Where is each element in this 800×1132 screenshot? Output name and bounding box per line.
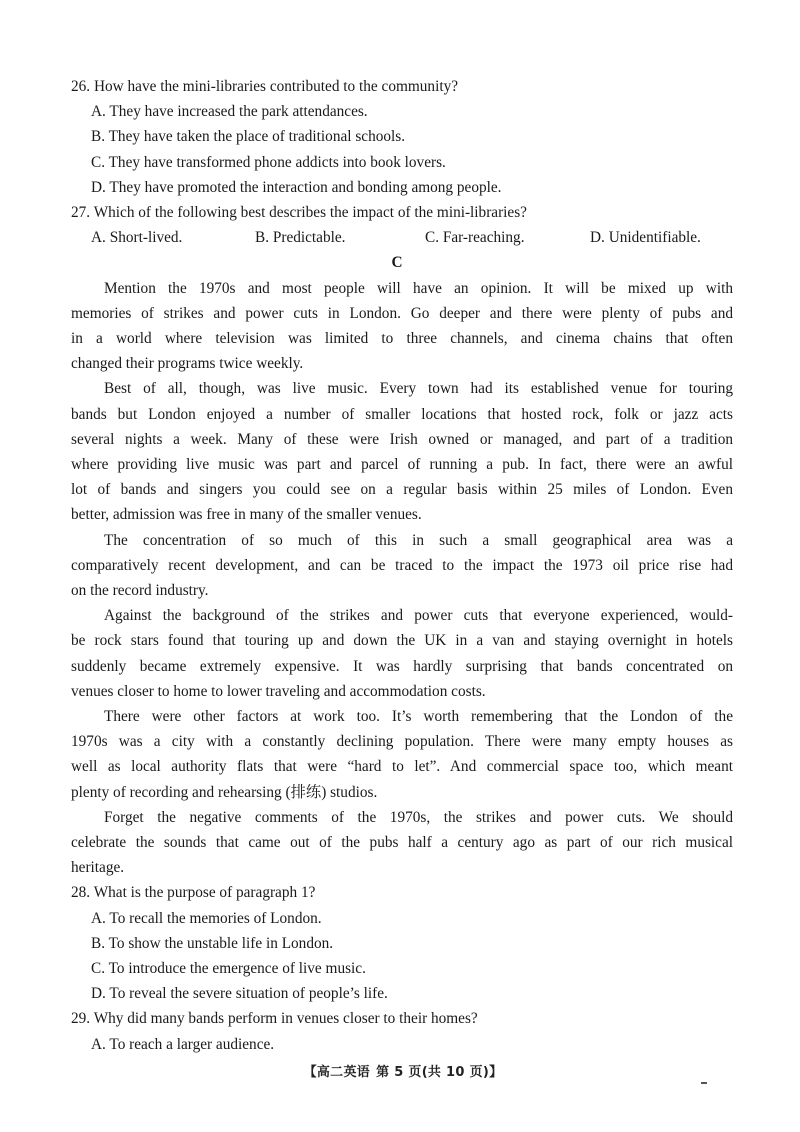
option-c: C. Far-reaching. — [425, 229, 525, 247]
passage-line: be rock stars found that touring up and down the UK in a van and staying overnight in hotels — [71, 632, 733, 650]
passage-line: lot of bands and singers you could see on a regular basis within 25 miles of London. Even — [71, 481, 733, 499]
question-stem: 29. Why did many bands perform in venues closer to their homes? — [71, 1010, 478, 1028]
option-a: A. To reach a larger audience. — [91, 1035, 275, 1053]
option-c: C. They have transformed phone addicts into book lovers. — [91, 153, 446, 171]
question-number: 29. — [71, 1010, 91, 1028]
passage-line: The concentration of so much of this in such a small geographical area was a — [104, 531, 733, 549]
paragraph-6 — [71, 805, 733, 881]
paragraph-3 — [71, 528, 733, 604]
passage-line: Mention the 1970s and most people will have an opinion. It will be mixed up with — [104, 279, 733, 297]
passage-line: on the record industry. — [71, 581, 209, 599]
page-footer — [0, 1061, 800, 1080]
passage-line: comparatively recent development, and can be traced to the impact the 1973 oil price rise had — [71, 556, 733, 574]
passage-line: heritage. — [71, 859, 125, 877]
option-a: A. They have increased the park attendances. — [91, 103, 368, 121]
passage-line: well as local authority flats that were “hard to let”. And commercial space too, which meant — [71, 758, 733, 776]
paragraph-2 — [71, 376, 733, 527]
question-29 — [71, 1006, 733, 1056]
question-stem: 26. How have the mini-libraries contributed to the community? — [71, 78, 459, 95]
passage-line: Against the background of the strikes and power cuts that everyone experienced, would- — [104, 607, 733, 625]
option-b: B. Predictable. — [255, 229, 346, 247]
option-c: C. To introduce the emergence of live music. — [91, 959, 366, 977]
passage-line: venues closer to home to lower traveling and accommodation costs. — [71, 682, 486, 700]
question-27 — [71, 200, 733, 250]
scan-mark — [701, 1082, 707, 1084]
question-number: 28. — [71, 884, 91, 902]
passage-line: changed their programs twice weekly. — [71, 355, 304, 373]
paragraph-5 — [71, 704, 733, 805]
passage-line: bands but London enjoyed a number of smaller locations that hosted rock, folk or jazz acts — [71, 405, 733, 423]
option-b: B. To show the unstable life in London. — [91, 934, 334, 952]
option-b: B. They have taken the place of traditional schools. — [91, 128, 406, 146]
option-d: D. Unidentifiable. — [590, 229, 701, 247]
footer-subject: 【高二英语 — [303, 1065, 371, 1080]
question-number: 26. — [71, 78, 91, 95]
passage-line: several nights a week. Many of these were Irish owned or managed, and part of a tradition — [71, 430, 733, 448]
passage-line: memories of strikes and power cuts in London. Go deeper and there were plenty of pubs and — [71, 304, 733, 322]
passage-line: 1970s was a city with a constantly declining population. There were many empty houses as — [71, 733, 733, 751]
paragraph-4 — [71, 603, 733, 704]
question-number: 27. — [71, 203, 91, 221]
question-26 — [71, 74, 733, 200]
passage-line: Best of all, though, was live music. Every town had its established venue for touring — [104, 380, 733, 398]
option-d: D. To reveal the severe situation of people’s life. — [91, 985, 388, 1003]
section-heading: C — [391, 254, 403, 272]
footer-page-number: 第 5 页(共 10 页)】 — [376, 1065, 503, 1080]
options-row — [71, 225, 733, 250]
reading-passage — [71, 276, 733, 881]
passage-line: There were other factors at work too. It’s worth remembering that the London of the — [104, 707, 733, 725]
option-a: A. To recall the memories of London. — [91, 909, 322, 927]
option-d: D. They have promoted the interaction and bonding among people. — [91, 178, 502, 196]
question-stem: 28. What is the purpose of paragraph 1? — [71, 884, 316, 902]
question-28 — [71, 880, 733, 1006]
passage-line: plenty of recording and rehearsing (排练) studios. — [71, 783, 378, 801]
question-stem: 27. Which of the following best describes the impact of the mini-libraries? — [71, 203, 527, 221]
passage-line: in a world where television was limited to three channels, and cinema chains that often — [71, 329, 733, 347]
paragraph-1 — [71, 276, 733, 377]
passage-line: where providing live music was part and parcel of running a pub. In fact, there were an awful — [71, 455, 733, 473]
passage-line: Forget the negative comments of the 1970s, the strikes and power cuts. We should — [104, 808, 733, 826]
passage-line: celebrate the sounds that came out of the pubs half a century ago as part of our rich musical — [71, 833, 733, 851]
exam-page — [71, 74, 733, 1057]
passage-line: better, admission was free in many of the smaller venues. — [71, 506, 422, 524]
option-a: A. Short-lived. — [91, 229, 183, 247]
passage-line: suddenly became extremely expensive. It was hardly surprising that bands concentrated on — [71, 657, 733, 675]
